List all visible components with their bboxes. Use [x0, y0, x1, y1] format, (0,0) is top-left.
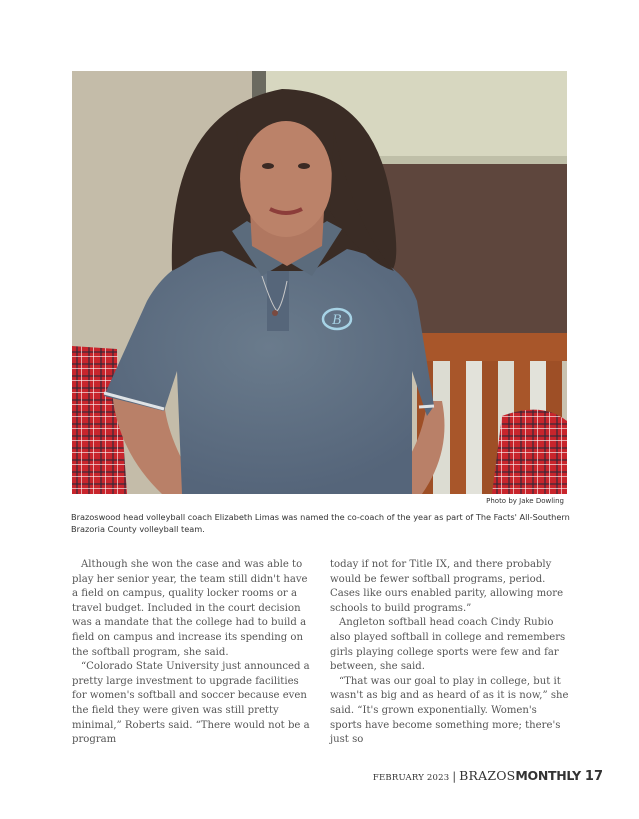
article-paragraph: “Colorado State University just announced a pretty large investment to upgrade facilities for women's softball and soccer because even the field they were given was still pretty minimal,” Roberts said. “There would not be a program [72, 661, 310, 746]
svg-text:B: B [332, 313, 342, 328]
page-number: 17 [584, 769, 603, 784]
coach-portrait-image [72, 71, 567, 494]
magazine-name-bold: MONTHLY [515, 768, 581, 783]
issue-date: FEBRUARY 2023 [372, 773, 450, 783]
article-paragraph: today if not for Title IX, and there probably would be fewer softball programs, period. Cases like ours enabled parity, allowing more schools to build programs.” [330, 559, 564, 614]
article-paragraph: Although she won the case and was able to play her senior year, the team still didn't have a field on campus, quality locker rooms or a travel budget. Included in the court decision was a mandate that the college had to build a field on campus and increase its spending on the softball program, she said. [72, 559, 308, 658]
photo-caption: Brazoswood head volleyball coach Elizabeth Limas was named the co-coach of the year as part of The Facts' All-Southern Brazoria County volleyball team. [71, 512, 570, 534]
article-paragraph: “That was our goal to play in college, but it wasn't as big and as heard of as it is now,” she said. “It's grown exponentially. Women's sports have become something more; there's just so [330, 675, 569, 746]
page-footer [373, 768, 603, 784]
footer-separator: | [452, 770, 457, 783]
article-paragraph: Angleton softball head coach Cindy Rubio also played softball in college and remembers girls playing college sports were few and far between, she said. [330, 617, 566, 673]
article-column-left [72, 558, 312, 748]
magazine-name-light: BRAZOS [459, 768, 516, 783]
article-column-right [330, 558, 570, 748]
photo-credit: Photo by Jake Dowling [486, 497, 564, 505]
feature-photo [72, 71, 567, 494]
